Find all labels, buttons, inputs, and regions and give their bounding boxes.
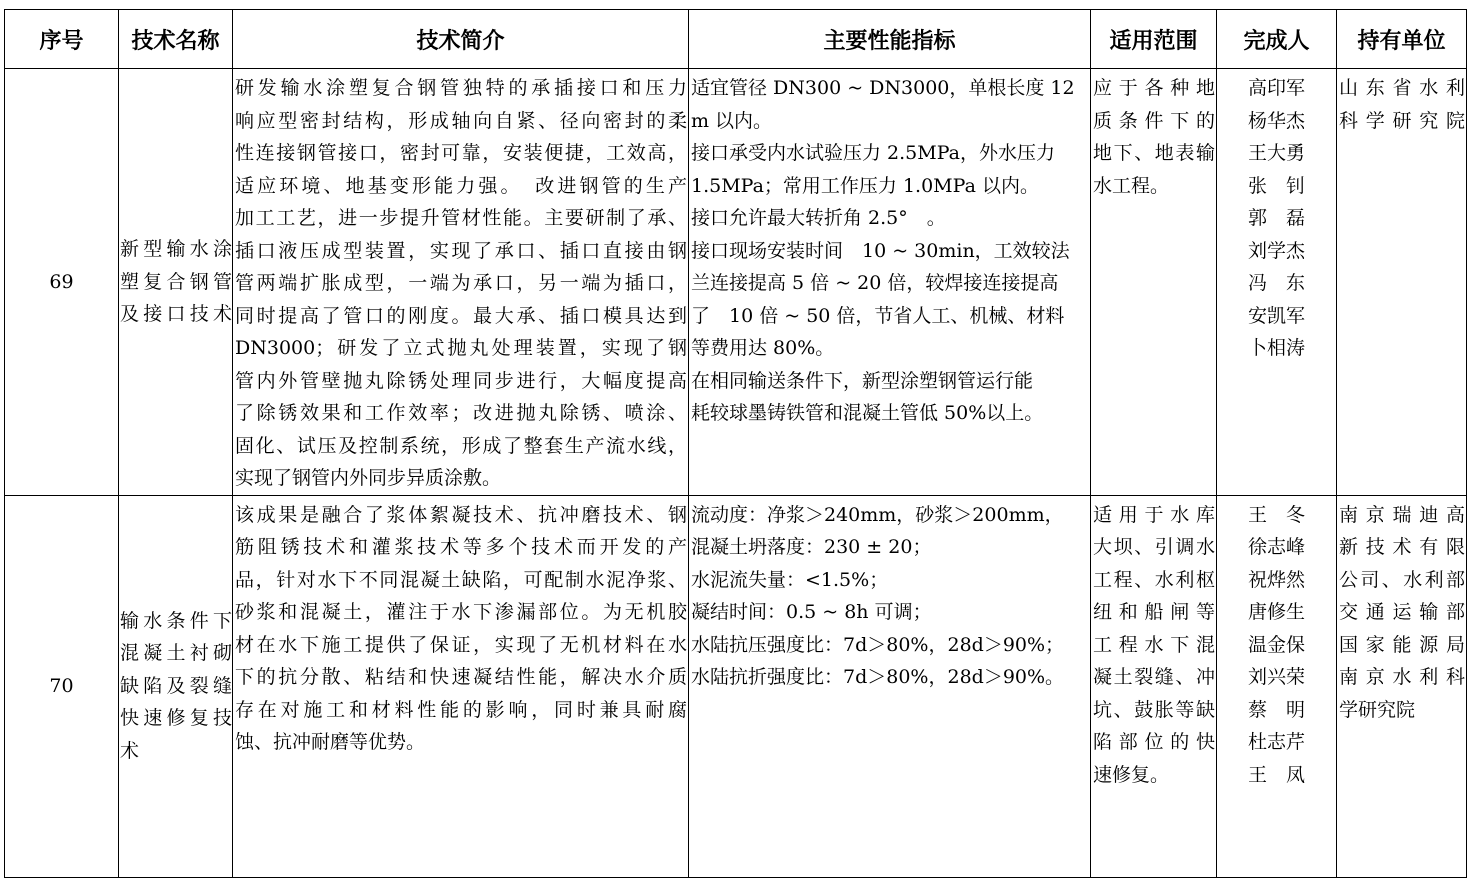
- tech-spec: [689, 69, 1091, 496]
- header-people: 完成人: [1217, 10, 1337, 69]
- cell-line: 徐志峰: [1247, 536, 1305, 558]
- cell-line: 凝土裂缝、冲: [1093, 666, 1215, 688]
- cell-line: 坑、鼓胀等缺: [1093, 698, 1215, 721]
- header-row: [5, 10, 1467, 69]
- tech-scope: [1091, 495, 1217, 877]
- row-no: 70: [5, 495, 119, 877]
- cell-line: 山东省水利: [1339, 77, 1465, 99]
- cell-line: 缺陷及裂缝: [120, 674, 232, 697]
- header-scope: 适用范围: [1091, 10, 1217, 69]
- cell-line: 新技术有限: [1339, 536, 1465, 558]
- cell-line: 卜相涛: [1247, 337, 1305, 359]
- cell-line: 国家能源局: [1339, 633, 1465, 656]
- cell-line: 术: [120, 739, 140, 762]
- cell-line: 适应环境、地基变形能力强。 改进钢管的生产: [235, 174, 687, 197]
- cell-line: 冯 东: [1247, 272, 1305, 294]
- cell-line: 品，针对水下不同混凝土缺陷，可配制水泥净浆、: [235, 568, 687, 591]
- cell-line: 同时提高了管口的刚度。最大承、插口模具达到: [235, 304, 687, 327]
- cell-line: 存在对施工和材料性能的影响，同时兼具耐腐: [235, 698, 687, 721]
- cell-line: 及接口技术: [120, 303, 232, 325]
- cell-line: m 以内。: [691, 109, 773, 132]
- cell-line: 加工工艺，进一步提升管材性能。主要研制了承、: [235, 207, 687, 229]
- tech-intro: [233, 495, 689, 877]
- cell-line: 适宜管径 DN300 ~ DN3000，单根长度 12: [691, 77, 1075, 99]
- cell-line: DN3000；研发了立式抛丸处理装置，实现了钢: [235, 337, 687, 359]
- header-intro: 技术简介: [233, 10, 689, 69]
- cell-line: 塑复合钢管: [120, 270, 232, 293]
- cell-line: 科学研究院: [1339, 109, 1465, 132]
- cell-line: 在相同输送条件下，新型涂塑钢管运行能: [691, 369, 1034, 392]
- cell-line: 交通运输部: [1339, 601, 1465, 623]
- cell-line: 质条件下的: [1093, 109, 1215, 132]
- cell-line: 杜志芹: [1247, 731, 1305, 753]
- cell-line: 学研究院: [1339, 698, 1416, 721]
- header-spec: 主要性能指标: [689, 10, 1091, 69]
- cell-line: 流动度：净浆＞240mm，砂浆＞200mm，: [691, 503, 1064, 526]
- cell-line: 蚀、抗冲耐磨等优势。: [235, 731, 426, 753]
- cell-line: 新型输水涂: [120, 238, 232, 260]
- cell-line: 砂浆和混凝土，灌注于水下渗漏部位。为无机胶: [235, 601, 687, 623]
- cell-line: 响应型密封结构，形成轴向自紧、径向密封的柔: [235, 109, 687, 132]
- cell-line: 工程、水利枢: [1093, 568, 1215, 591]
- cell-line: 纽和船闸等: [1093, 601, 1215, 623]
- cell-line: 水泥流失量：<1.5%；: [691, 568, 889, 591]
- cell-line: 材在水下施工提供了保证，实现了无机材料在水: [235, 633, 687, 656]
- cell-line: 安凯军: [1247, 304, 1305, 327]
- cell-line: 实现了钢管内外同步异质涂敷。: [235, 467, 502, 489]
- cell-line: 张 钊: [1247, 174, 1305, 197]
- cell-line: 接口允许最大转折角 2.5° 。: [691, 207, 946, 229]
- cell-line: 性连接钢管接口，密封可靠，安装便捷，工效高，: [235, 142, 687, 164]
- tech-intro: [233, 69, 689, 496]
- header-org: 持有单位: [1337, 10, 1467, 69]
- cell-line: 混凝土衬砌: [120, 642, 232, 665]
- tech-people: [1217, 69, 1337, 496]
- cell-line: 插口液压成型装置，实现了承口、插口直接由钢: [235, 239, 687, 262]
- header-no: 序号: [5, 10, 119, 69]
- cell-line: 凝结时间：0.5 ~ 8h 可调；: [691, 601, 932, 623]
- cell-line: 王大勇: [1247, 142, 1305, 164]
- cell-line: 南京瑞迪高: [1339, 503, 1465, 526]
- table-body: [5, 69, 1467, 878]
- cell-line: 筋阻锈技术和灌浆技术等多个技术而开发的产: [235, 536, 687, 558]
- cell-line: 南京水利科: [1339, 666, 1465, 688]
- cell-line: 温金保: [1247, 633, 1305, 656]
- cell-line: 研发输水涂塑复合钢管独特的承插接口和压力: [235, 77, 687, 99]
- cell-line: 陷部位的快: [1093, 731, 1215, 753]
- header-name: 技术名称: [119, 10, 233, 69]
- cell-line: 唐修生: [1247, 601, 1305, 623]
- table-row: [5, 495, 1467, 877]
- cell-line: 管两端扩胀成型，一端为承口，另一端为插口，: [235, 272, 687, 294]
- technology-table: [4, 9, 1467, 878]
- cell-line: 王 冬: [1247, 503, 1305, 526]
- cell-line: 刘学杰: [1247, 239, 1305, 262]
- cell-line: 适用于水库: [1093, 503, 1215, 526]
- cell-line: 耗较球墨铸铁管和混凝土管低 50%以上。: [691, 402, 1044, 424]
- cell-line: 了 10 倍 ~ 50 倍，节省人工、机械、材料: [691, 304, 1065, 327]
- cell-line: 1.5MPa；常用工作压力 1.0MPa 以内。: [691, 174, 1039, 197]
- tech-name: [119, 495, 233, 877]
- cell-line: 固化、试压及控制系统，形成了整套生产流水线，: [235, 434, 687, 457]
- cell-line: 等费用达 80%。: [691, 337, 835, 359]
- tech-people: [1217, 495, 1337, 877]
- cell-line: 水陆抗压强度比：7d＞80%，28d＞90%；: [691, 633, 1065, 656]
- cell-line: 工程水下混: [1093, 633, 1215, 656]
- cell-line: 大坝、引调水: [1093, 536, 1215, 558]
- cell-line: 速修复。: [1093, 763, 1170, 786]
- tech-spec: [689, 495, 1091, 877]
- cell-line: 王 凤: [1247, 763, 1305, 786]
- cell-line: 了除锈效果和工作效率；改进抛丸除锈、喷涂、: [235, 402, 687, 424]
- tech-name: [119, 69, 233, 496]
- cell-line: 郭 磊: [1247, 207, 1305, 229]
- cell-line: 兰连接提高 5 倍 ~ 20 倍，较焊接连接提高: [691, 272, 1059, 294]
- cell-line: 高印军: [1247, 77, 1305, 99]
- cell-line: 杨华杰: [1247, 109, 1305, 132]
- cell-line: 刘兴荣: [1247, 666, 1305, 688]
- cell-line: 下的抗分散、粘结和快速凝结性能，解决水介质: [235, 666, 687, 688]
- cell-line: 蔡 明: [1247, 698, 1305, 721]
- cell-line: 混凝土坍落度：230 ± 20；: [691, 536, 932, 558]
- tech-scope: [1091, 69, 1217, 496]
- cell-line: 接口现场安装时间 10 ~ 30min，工效较法: [691, 239, 1070, 262]
- cell-line: 水陆抗折强度比：7d＞80%，28d＞90%。: [691, 666, 1065, 688]
- cell-line: 水工程。: [1093, 174, 1170, 197]
- table-row: [5, 69, 1467, 496]
- cell-line: 输水条件下: [120, 609, 232, 632]
- row-no: 69: [5, 69, 119, 496]
- tech-org: [1337, 495, 1467, 877]
- cell-line: 祝烨然: [1247, 568, 1305, 591]
- cell-line: 接口承受内水试验压力 2.5MPa，外水压力: [691, 142, 1055, 164]
- cell-line: 公司、水利部: [1339, 568, 1465, 591]
- cell-line: 地下、地表输: [1093, 142, 1215, 164]
- cell-line: 应于各种地: [1093, 77, 1215, 99]
- cell-line: 管内外管壁抛丸除锈处理同步进行，大幅度提高: [235, 369, 687, 392]
- tech-org: [1337, 69, 1467, 496]
- cell-line: 快速修复技: [120, 707, 232, 730]
- cell-line: 该成果是融合了浆体絮凝技术、抗冲磨技术、钢: [235, 503, 687, 526]
